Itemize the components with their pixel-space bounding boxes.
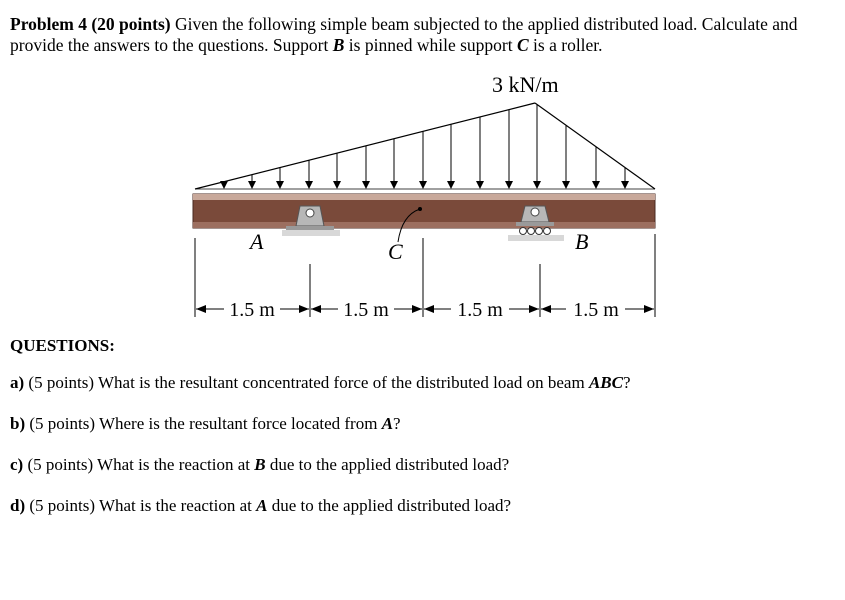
point-b-label: B [575, 229, 589, 254]
question-text: (5 points) What is the reaction at [25, 496, 257, 515]
question-text: (5 points) Where is the resultant force located from [25, 414, 382, 433]
load-envelope-rising [195, 103, 535, 189]
question-emphasis: A [256, 496, 268, 515]
distributed-load [195, 103, 655, 189]
question-text-end: due to the applied distributed load? [265, 455, 510, 474]
question-text-end: due to the applied distributed load? [267, 496, 512, 515]
support-b-label: B [332, 35, 345, 55]
dimension-label-1: 1.5 m [229, 299, 275, 321]
question-emphasis: B [254, 455, 266, 474]
point-c-dot [418, 207, 422, 211]
question-emphasis: A [381, 414, 394, 433]
questions-heading: QUESTIONS: [10, 336, 115, 355]
point-c-label: C [388, 239, 403, 264]
question-item [10, 454, 835, 476]
question-text-end: ? [622, 373, 631, 392]
problem-text-1: Given the following simple beam subjected to the applied distributed load. Calculate and provide the answers to the questions. Support [10, 14, 798, 55]
point-a-label: A [250, 229, 264, 254]
load-intensity-label: 3 kN/m [492, 72, 559, 97]
question-tag: c) [10, 455, 24, 474]
question-tag: a) [10, 373, 25, 392]
beam [193, 194, 655, 228]
problem-heading: Problem 4 (20 points) [10, 14, 171, 34]
load-envelope-falling [535, 103, 655, 189]
question-text: (5 points) What is the reaction at [23, 455, 255, 474]
problem-text-3: is a roller. [528, 35, 603, 55]
question-item [10, 495, 835, 517]
support-c-label: C [516, 35, 529, 55]
question-tag: d) [10, 496, 26, 515]
question-emphasis: ABC [588, 373, 623, 392]
load-arrows [224, 104, 625, 188]
dimension-label-3: 1.5 m [457, 299, 503, 321]
question-text: (5 points) What is the resultant concentrated force of the distributed load on beam [24, 373, 589, 392]
question-item [10, 413, 835, 435]
question-tag: b) [10, 414, 26, 433]
questions-section [10, 336, 835, 536]
question-list [10, 372, 835, 517]
question-text-end: ? [393, 414, 401, 433]
question-item [10, 372, 835, 394]
problem-text-2: is pinned while support [344, 35, 517, 55]
dimension-label-4: 1.5 m [573, 299, 619, 321]
dimension-label-2: 1.5 m [343, 299, 389, 321]
dimension-labels [229, 299, 619, 321]
